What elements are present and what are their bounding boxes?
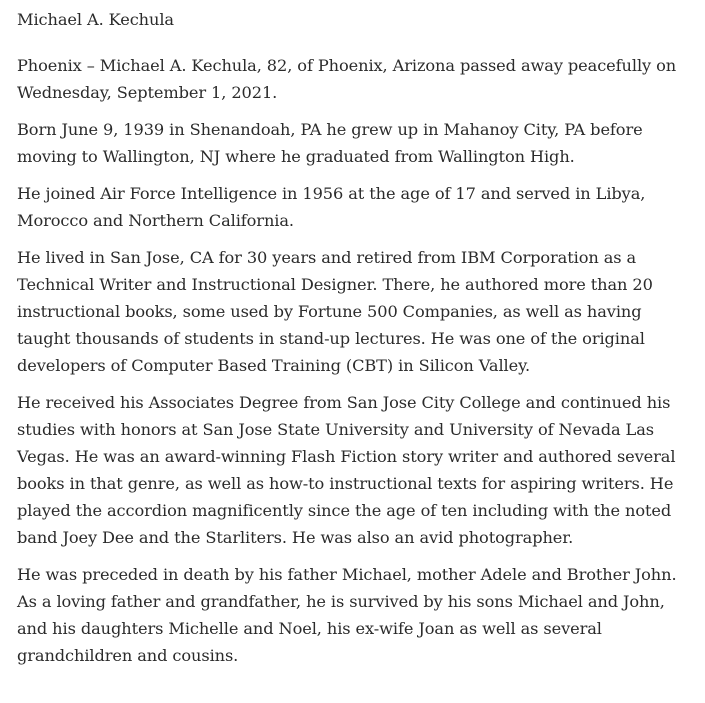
paragraph-military-service: He joined Air Force Intelligence in 1956 at the age of 17 and served in Libya, Morocco and Northern California. [17, 184, 646, 230]
paragraph-career: He lived in San Jose, CA for 30 years and retired from IBM Corporation as a Technical Writer and Instructional Designer. There, he authored more than 20 instructional books, some used by Fortune 500 Companies, as well as having taught thousands of students in stand-up lectures. He was one of the original developers of Computer Based Training (CBT) in Silicon Valley. [17, 248, 653, 375]
paragraph-early-life: Born June 9, 1939 in Shenandoah, PA he grew up in Mahanoy City, PA before moving to Wallington, NJ where he graduated from Wallington High. [17, 120, 643, 166]
obituary-name: Michael A. Kechula [17, 10, 174, 29]
paragraph-family: He was preceded in death by his father Michael, mother Adele and Brother John. As a loving father and grandfather, he is survived by his sons Michael and John, and his daughters Michelle and Noel, his ex-wife Joan as well as several grandchildren and cousins. [17, 565, 677, 665]
paragraph-death-notice: Phoenix – Michael A. Kechula, 82, of Phoenix, Arizona passed away peacefully on Wednesday, September 1, 2021. [17, 56, 677, 102]
paragraph-education-and-hobbies: He received his Associates Degree from San Jose City College and continued his studies with honors at San Jose State University and University of Nevada Las Vegas. He was an award-winning Flash Fiction story writer and authored several books in that genre, as well as how-to instructional texts for aspiring writers. He played the accordion magnificently since the age of ten including with the noted band Joey Dee and the Starliters. He was also an avid photographer. [17, 393, 676, 547]
